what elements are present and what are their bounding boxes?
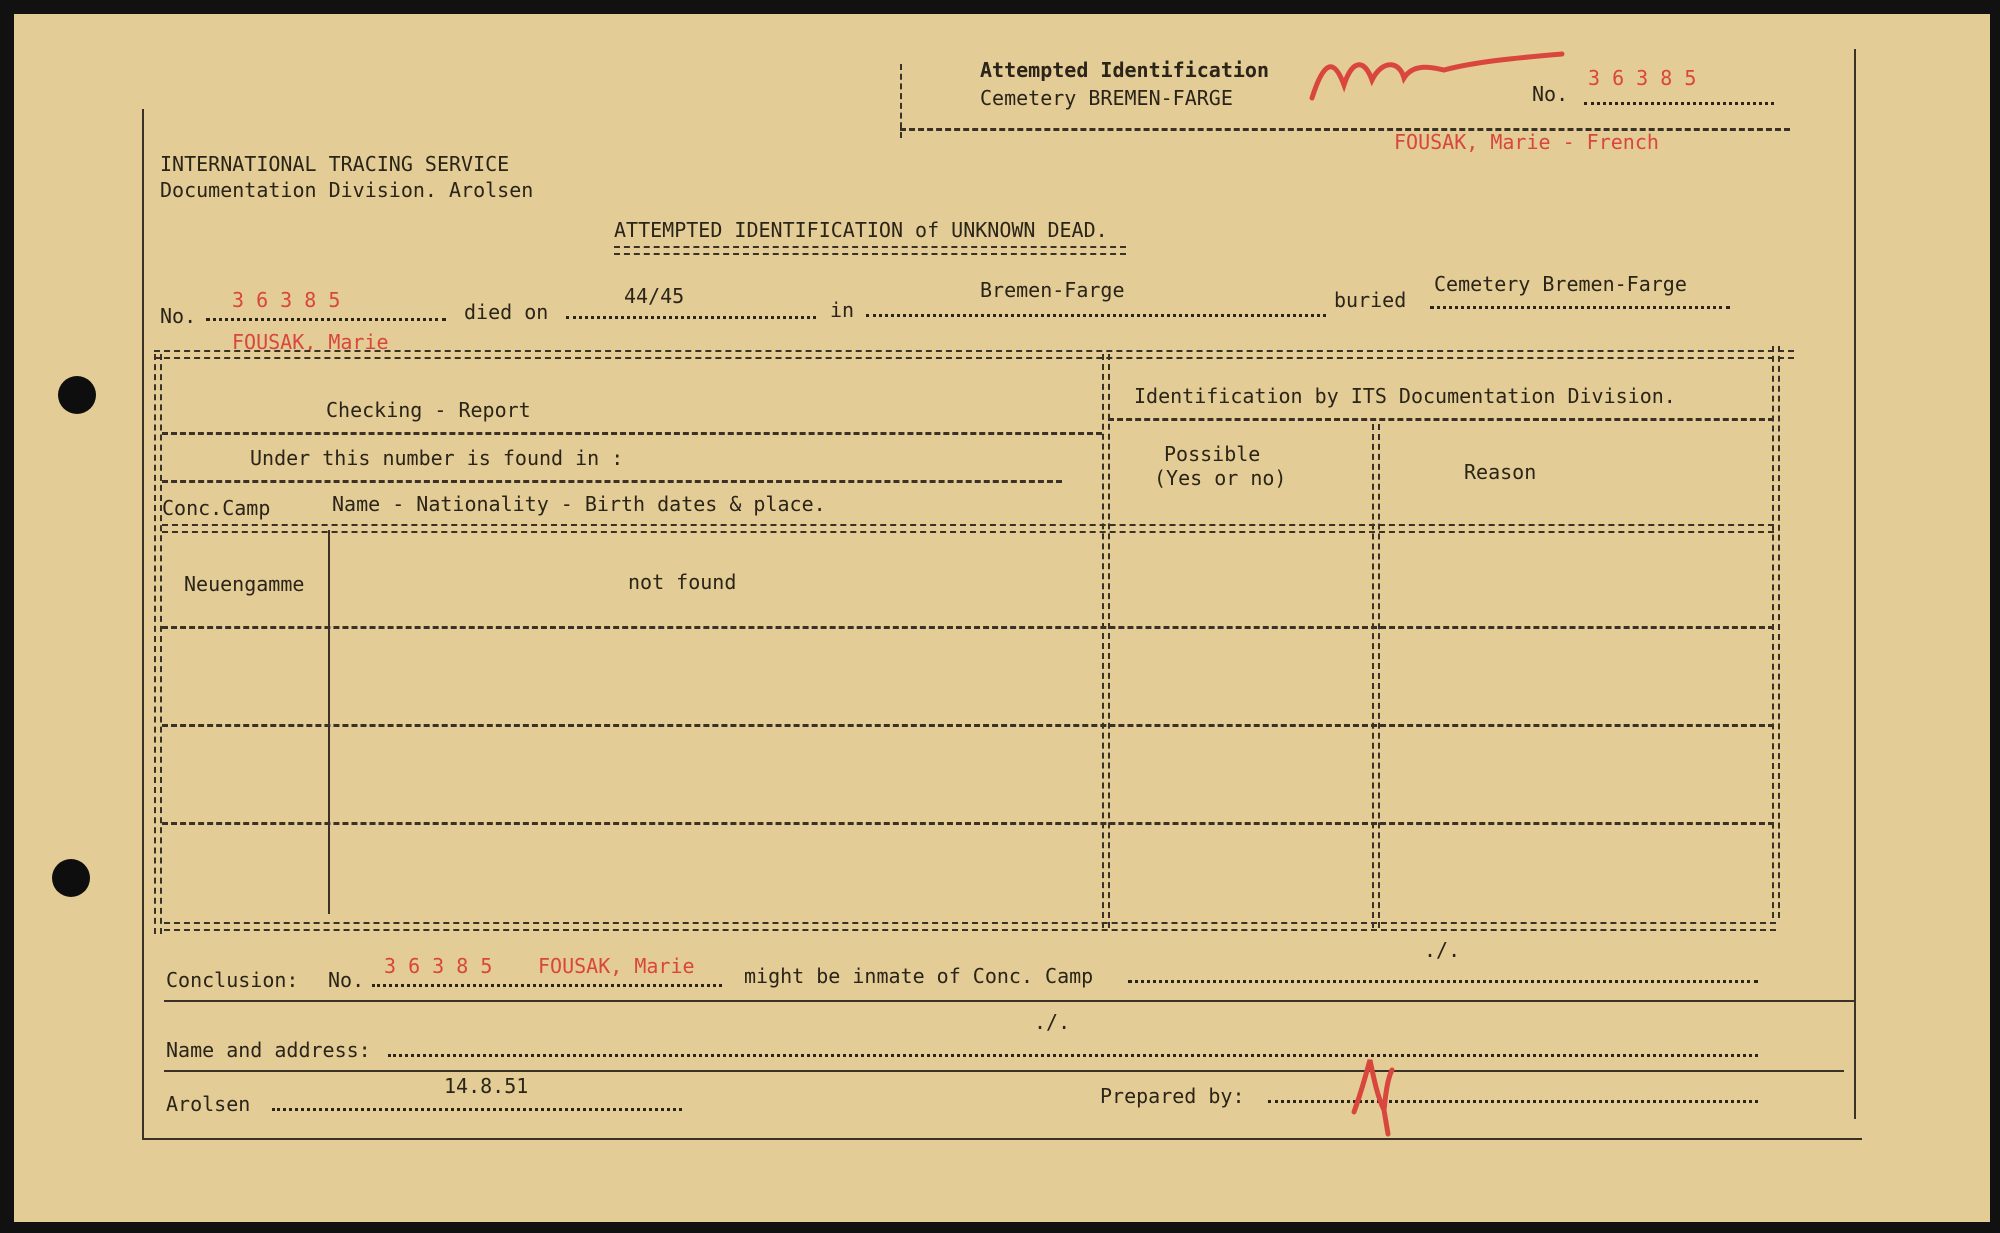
record-buried-dots: [1430, 306, 1730, 309]
conclusion-camp-value: ./.: [1424, 938, 1461, 962]
record-no-label: No.: [160, 304, 197, 328]
conclusion-no-label: No.: [328, 968, 365, 992]
header-box-cemetery: Cemetery BREMEN-FARGE: [980, 86, 1233, 110]
conclusion-label: Conclusion:: [166, 968, 299, 992]
card-left-border: [142, 109, 144, 1139]
title-double-underline: [614, 246, 1126, 255]
header-box-title: Attempted Identification: [980, 58, 1269, 82]
record-died-value: 44/45: [624, 284, 685, 308]
conclusion-text: might be inmate of Conc. Camp: [744, 964, 1094, 988]
org-name: INTERNATIONAL TRACING SERVICE: [160, 152, 510, 176]
checking-header-line: [162, 432, 1102, 435]
record-buried-value: Cemetery Bremen-Farge: [1434, 272, 1687, 296]
table-left-border: [154, 354, 162, 934]
red-initial-signature: [1344, 1050, 1404, 1140]
org-division: Documentation Division. Arolsen: [160, 178, 534, 202]
card-right-border: [1854, 49, 1856, 1119]
header-no-label: No.: [1532, 82, 1569, 106]
conc-camp-header: Conc.Camp: [162, 496, 271, 520]
punch-hole-bottom: [52, 859, 90, 897]
record-died-label: died on: [464, 300, 549, 324]
table-right-border: [1772, 346, 1780, 918]
record-in-label: in: [830, 298, 855, 322]
name-nationality-header: Name - Nationality - Birth dates & place.: [332, 492, 826, 516]
row-line-1: [162, 626, 1774, 629]
record-red-name: FOUSAK, Marie: [232, 330, 389, 354]
record-no-dots: [206, 318, 446, 321]
table-header-bottom: [162, 524, 1774, 533]
conclusion-camp-dots: [1128, 980, 1758, 983]
document-title: ATTEMPTED IDENTIFICATION of UNKNOWN DEAD.: [614, 218, 1108, 242]
punch-hole-top: [58, 376, 96, 414]
address-label: Name and address:: [166, 1038, 371, 1062]
record-in-value: Bremen-Farge: [980, 278, 1125, 302]
checking-report-header: Checking - Report: [326, 398, 531, 422]
address-underline: [164, 1070, 1844, 1072]
table-reason-divider: [1372, 424, 1380, 928]
arolsen-date-dots: [272, 1108, 682, 1111]
table-bottom-border: [164, 922, 1776, 931]
header-no-value: 3 6 3 8 5: [1588, 66, 1697, 90]
ident-header-line: [1108, 418, 1774, 421]
prepared-by-label: Prepared by:: [1100, 1084, 1245, 1108]
record-in-dots: [866, 314, 1326, 317]
found-in-header: Under this number is found in :: [250, 446, 624, 470]
record-buried-label: buried: [1334, 288, 1407, 312]
possible-header: Possible: [1164, 442, 1261, 466]
conclusion-no-dots: [372, 984, 722, 987]
arolsen-date-value: 14.8.51: [444, 1074, 529, 1098]
row-line-2: [162, 724, 1774, 727]
header-red-name-line: FOUSAK, Marie - French: [1394, 130, 1659, 154]
table-top-border: [154, 350, 1794, 359]
address-dots: [388, 1054, 1758, 1057]
possible-subheader: (Yes or no): [1154, 466, 1287, 490]
table-mid-divider: [1102, 354, 1110, 928]
conclusion-no-value: 3 6 3 8 5: [384, 954, 493, 978]
identification-header: Identification by ITS Documentation Division.: [1134, 384, 1676, 408]
conclusion-name: FOUSAK, Marie: [538, 954, 695, 978]
found-in-line: [162, 480, 1062, 483]
header-box-left-edge: [900, 64, 902, 138]
card-bottom-border: [142, 1138, 1862, 1140]
reason-header: Reason: [1464, 460, 1537, 484]
camp-column-divider: [328, 530, 330, 914]
address-value: ./.: [1034, 1010, 1071, 1034]
record-no-value: 3 6 3 8 5: [232, 288, 341, 312]
row-line-3: [162, 822, 1774, 825]
arolsen-label: Arolsen: [166, 1092, 251, 1116]
conclusion-underline: [164, 1000, 1854, 1002]
index-card: [14, 14, 1990, 1222]
row1-camp: Neuengamme: [184, 572, 305, 596]
prepared-by-dots: [1268, 1100, 1758, 1103]
record-died-dots: [566, 316, 816, 319]
header-no-dots: [1584, 102, 1774, 105]
row1-name: not found: [628, 570, 737, 594]
